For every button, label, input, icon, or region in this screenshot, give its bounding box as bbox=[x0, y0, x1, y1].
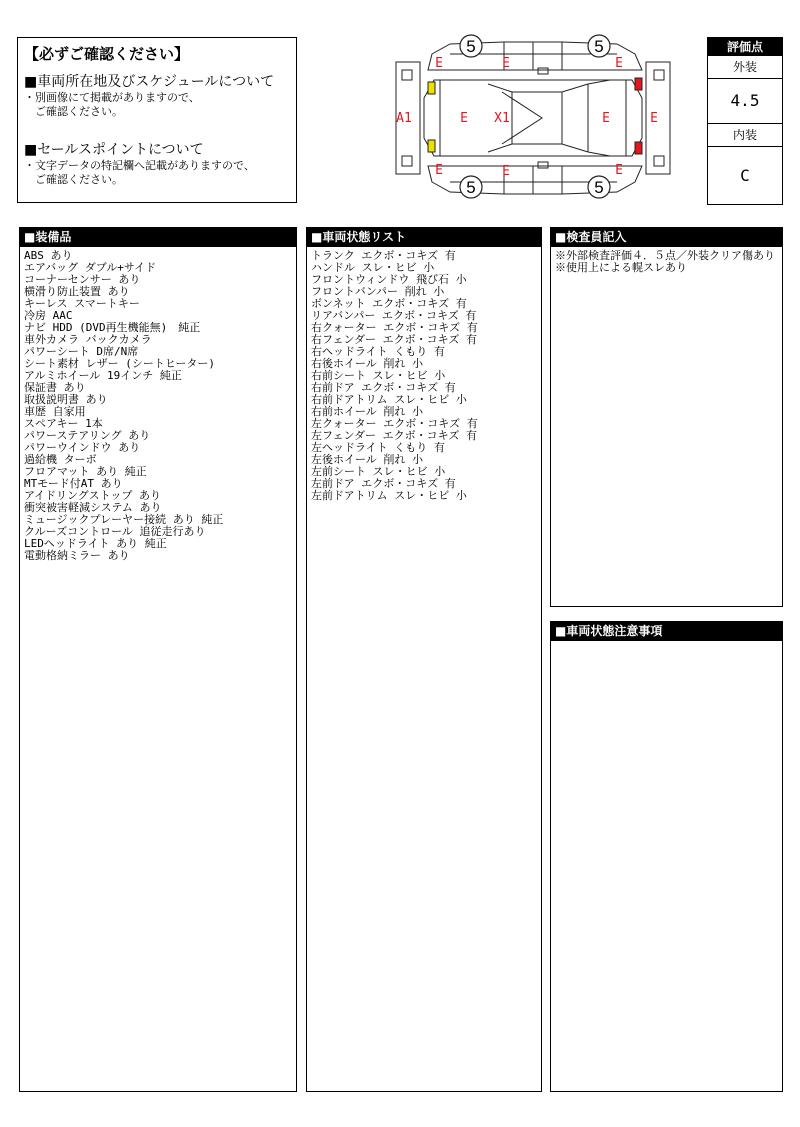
damage-mark: E bbox=[615, 163, 623, 178]
notice-title: 【必ずご確認ください】 bbox=[24, 45, 190, 63]
condition-item: 左前ドアトリム スレ・ヒビ 小 bbox=[311, 489, 467, 502]
condition-item: ハンドル スレ・ヒビ 小 bbox=[311, 261, 435, 274]
inspector-note: ※使用上による幌スレあり bbox=[555, 261, 687, 274]
damage-mark: E bbox=[615, 56, 623, 71]
equipment-item: ナビ HDD (DVD再生機能無) 純正 bbox=[24, 321, 201, 334]
damage-mark: E bbox=[650, 111, 658, 126]
condition-panel bbox=[306, 227, 542, 1092]
caution-header: ■車両状態注意事項 bbox=[551, 622, 782, 641]
inspector-panel bbox=[550, 227, 783, 607]
damage-mark: E bbox=[460, 111, 468, 126]
caution-body bbox=[551, 641, 782, 647]
damage-mark: E bbox=[435, 56, 443, 71]
condition-item: リアバンパー エクボ・コキズ 有 bbox=[311, 309, 477, 322]
condition-item: 左前ドア エクボ・コキズ 有 bbox=[311, 477, 456, 490]
equipment-item: フロアマット あり 純正 bbox=[24, 465, 147, 478]
damage-mark: E bbox=[435, 163, 443, 178]
equipment-item: 過給機 ターボ bbox=[24, 453, 97, 466]
notice-line: ご確認ください。 bbox=[24, 105, 123, 118]
equipment-item: クルーズコントロール 追従走行あり bbox=[24, 525, 206, 538]
equipment-list bbox=[20, 247, 296, 565]
equipment-item: パワーステアリング あり bbox=[24, 429, 151, 442]
equipment-item: アイドリングストップ あり bbox=[24, 489, 161, 502]
notice-heading-sales: ■セールスポイントについて bbox=[24, 142, 204, 158]
equipment-item: 車外カメラ バックカメラ bbox=[24, 333, 152, 346]
equipment-item: LEDヘッドライト あり 純正 bbox=[24, 537, 167, 550]
equipment-panel bbox=[19, 227, 297, 1092]
wheel-grade-rear-right: 5 bbox=[594, 178, 604, 197]
condition-header: ■車両状態リスト bbox=[307, 228, 541, 247]
exterior-label: 外装 bbox=[708, 56, 782, 79]
interior-grade: C bbox=[740, 166, 750, 185]
equipment-item: 車歴 自家用 bbox=[24, 405, 86, 418]
condition-list bbox=[307, 247, 541, 505]
condition-item: 左後ホイール 削れ 小 bbox=[311, 453, 424, 466]
notice-heading-location: ■車両所在地及びスケジュールについて bbox=[24, 74, 275, 90]
equipment-item: シート素材 レザー (シートヒーター) bbox=[24, 357, 216, 370]
condition-item: 右前シート スレ・ヒビ 小 bbox=[311, 369, 446, 382]
equipment-item: ABS あり bbox=[24, 249, 73, 262]
equipment-item: エアバッグ ダブル+サイド bbox=[24, 261, 157, 274]
equipment-item: コーナーセンサー あり bbox=[24, 273, 141, 286]
damage-mark: E bbox=[502, 164, 510, 179]
equipment-item: 電動格納ミラー あり bbox=[24, 549, 130, 562]
equipment-item: アルミホイール 19インチ 純正 bbox=[24, 369, 182, 382]
damage-mark: E bbox=[502, 56, 510, 71]
equipment-item: 保証書 あり bbox=[24, 381, 86, 394]
condition-item: 右前ドア エクボ・コキズ 有 bbox=[311, 381, 456, 394]
equipment-item: 横滑り防止装置 あり bbox=[24, 285, 130, 298]
notice-box bbox=[17, 37, 297, 203]
condition-item: 左ヘッドライト くもり 有 bbox=[311, 441, 445, 454]
condition-item: 右後ホイール 削れ 小 bbox=[311, 357, 424, 370]
caution-panel bbox=[550, 621, 783, 1092]
grade-box bbox=[707, 37, 783, 205]
wheel-grade-front-left: 5 bbox=[466, 37, 476, 56]
wheel-grade-front-right: 5 bbox=[466, 178, 476, 197]
condition-item: 右ヘッドライト くもり 有 bbox=[311, 345, 445, 358]
condition-item: 左クォーター エクボ・コキズ 有 bbox=[311, 417, 478, 430]
equipment-item: MTモード付AT あり bbox=[24, 477, 123, 490]
inspector-header: ■検査員記入 bbox=[551, 228, 782, 247]
condition-item: 左前シート スレ・ヒビ 小 bbox=[311, 465, 446, 478]
equipment-item: 取扱説明書 あり bbox=[24, 393, 108, 406]
notice-line: ・文字データの特記欄へ記載がありますので、 bbox=[24, 159, 255, 172]
condition-item: ボンネット エクボ・コキズ 有 bbox=[311, 297, 467, 310]
equipment-item: ミュージックプレーヤー接続 あり 純正 bbox=[24, 513, 224, 526]
equipment-header: ■装備品 bbox=[20, 228, 296, 247]
equipment-item: 冷房 AAC bbox=[24, 309, 73, 322]
car-damage-diagram bbox=[392, 32, 674, 204]
damage-mark: E bbox=[602, 111, 610, 126]
condition-item: フロントバンパー 削れ 小 bbox=[311, 285, 445, 298]
notice-line: ご確認ください。 bbox=[24, 173, 123, 186]
condition-item: 右フェンダー エクボ・コキズ 有 bbox=[311, 333, 478, 346]
equipment-item: パワーシート D席/N席 bbox=[24, 345, 139, 358]
grade-header: 評価点 bbox=[708, 38, 782, 56]
wheel-grade-rear-left: 5 bbox=[594, 37, 604, 56]
interior-label: 内装 bbox=[708, 124, 782, 147]
damage-mark-a1: A1 bbox=[396, 111, 412, 126]
exterior-grade: 4.5 bbox=[708, 79, 782, 124]
condition-item: 右クォーター エクボ・コキズ 有 bbox=[311, 321, 478, 334]
inspector-note: ※外部検査評価４．５点／外装クリア傷あり bbox=[555, 249, 775, 262]
condition-item: 左フェンダー エクボ・コキズ 有 bbox=[311, 429, 478, 442]
condition-item: 右前ドアトリム スレ・ヒビ 小 bbox=[311, 393, 467, 406]
condition-item: 右前ホイール 削れ 小 bbox=[311, 405, 424, 418]
equipment-item: スペアキー 1本 bbox=[24, 417, 103, 430]
condition-item: フロントウィンドウ 飛び石 小 bbox=[311, 273, 467, 286]
equipment-item: 衝突被害軽減システム あり bbox=[24, 501, 162, 514]
equipment-item: キーレス スマートキー bbox=[24, 297, 140, 310]
damage-mark-x1: X1 bbox=[494, 111, 510, 126]
notice-line: ・別画像にて掲載がありますので、 bbox=[24, 91, 200, 104]
inspector-notes bbox=[551, 247, 782, 277]
equipment-item: パワーウインドウ あり bbox=[24, 441, 141, 454]
condition-item: トランク エクボ・コキズ 有 bbox=[311, 249, 456, 262]
